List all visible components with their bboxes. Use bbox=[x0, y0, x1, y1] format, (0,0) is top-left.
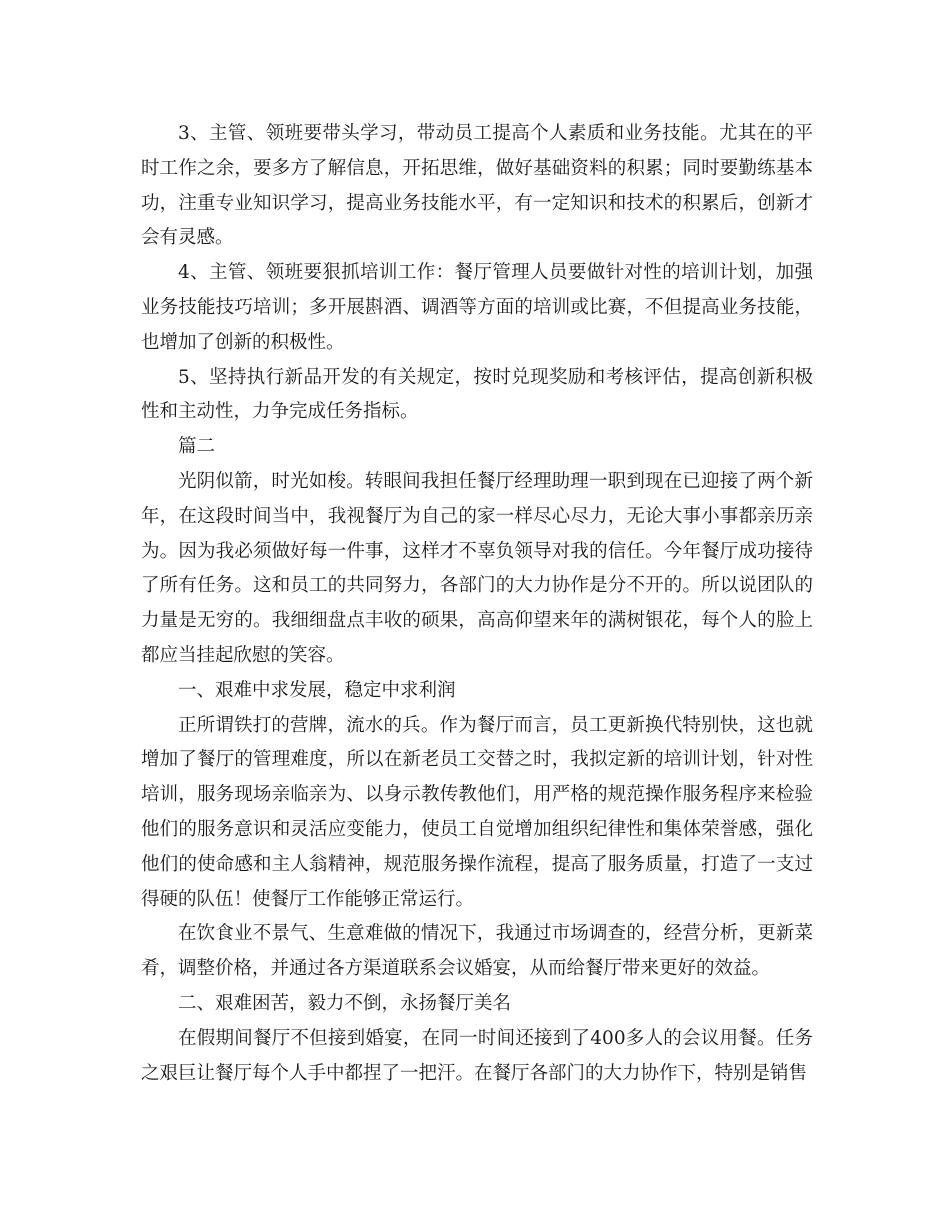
document-body bbox=[141, 117, 813, 1091]
body-paragraph: 在饮食业不景气、生意难做的情况下，我通过市场调查的，经营分析，更新菜肴，调整价格，并通过各方渠道联系会议婚宴，从而给餐厅带来更好的效益。 bbox=[141, 923, 813, 980]
paragraph-item-5: 5、坚持执行新品开发的有关规定，按时兑现奖励和考核评估，提高创新积极性和主动性，力争完成任务指标。 bbox=[141, 366, 813, 423]
section-heading-one: 一、艰难中求发展，稳定中求利润 bbox=[178, 679, 456, 701]
body-paragraph: 在假期间餐厅不但接到婚宴，在同一时间还接到了400多人的会议用餐。任务之艰巨让餐厅每个人手中都捏了一把汗。在餐厅各部门的大力协作下，特别是销售 bbox=[141, 1027, 813, 1084]
section-heading-two: 二、艰难困苦，毅力不倒，永扬餐厅美名 bbox=[178, 992, 512, 1014]
body-paragraph: 正所谓铁打的营牌，流水的兵。作为餐厅而言，员工更新换代特别快，这也就增加了餐厅的管理难度，所以在新老员工交替之时，我拟定新的培训计划，针对性培训，服务现场亲临亲为、以身示教传教他们，用严格的规范操作服务程序来检验他们的服务意识和灵活应变能力，使员工自觉增加组织纪律性和集体荣誉感，强化他们的使命感和主人翁精神，规范服务操作流程，提高了服务质量，打造了一支过得硬的队伍！使餐厅工作能够正常运行。 bbox=[141, 714, 813, 910]
section-heading-part-two: 篇二 bbox=[178, 436, 216, 458]
paragraph-item-3: 3、主管、领班要带头学习，带动员工提高个人素质和业务技能。尤其在的平时工作之余，要多方了解信息，开拓思维，做好基础资料的积累；同时要勤练基本功，注重专业知识学习，提高业务技能水平，有一定知识和技术的积累后，创新才会有灵感。 bbox=[141, 123, 813, 249]
paragraph-item-4: 4、主管、领班要狠抓培训工作：餐厅管理人员要做针对性的培训计划，加强业务技能技巧培训；多开展斟酒、调酒等方面的培训或比赛，不但提高业务技能，也增加了创新的积极性。 bbox=[141, 262, 813, 353]
intro-paragraph: 光阴似箭，时光如梭。转眼间我担任餐厅经理助理一职到现在已迎接了两个新年，在这段时间当中，我视餐厅为自己的家一样尽心尽力，无论大事小事都亲历亲为。因为我必须做好每一件事，这样才不辜负领导对我的信任。今年餐厅成功接待了所有任务。这和员工的共同努力，各部门的大力协作是分不开的。所以说团队的力量是无穷的。我细细盘点丰收的硕果，高高仰望来年的满树银花，每个人的脸上都应当挂起欣慰的笑容。 bbox=[141, 470, 813, 666]
